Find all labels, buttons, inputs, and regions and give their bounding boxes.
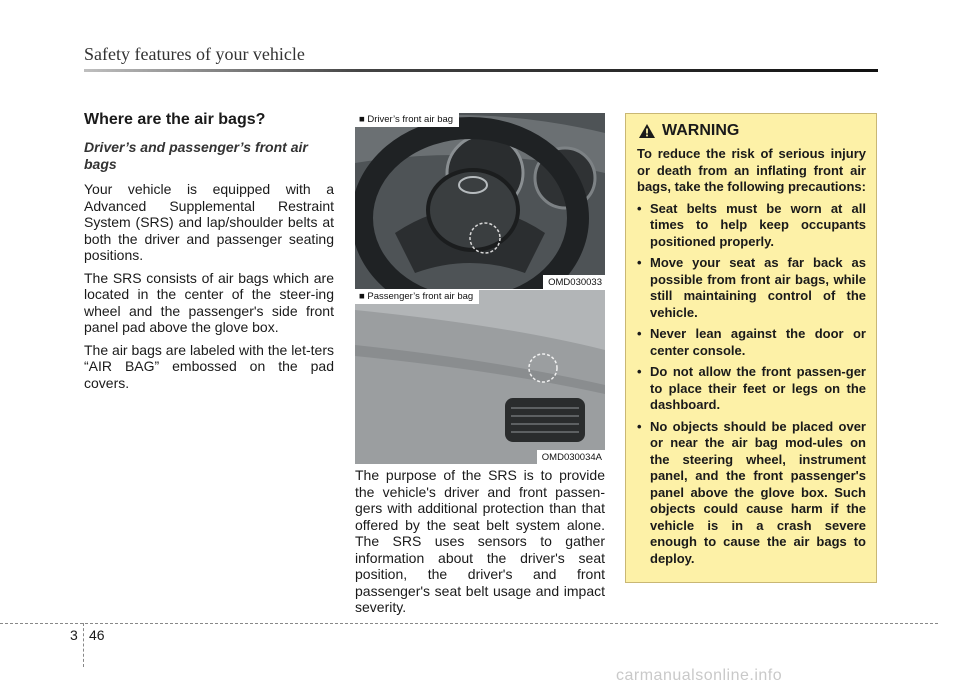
figure-caption: ■ Driver’s front air bag: [355, 113, 459, 127]
figure-caption: ■ Passenger’s front air bag: [355, 290, 479, 304]
page-number: 46: [89, 627, 105, 643]
warning-item: • Seat belts must be worn at all times to help keep occupants positioned properly.: [637, 201, 866, 251]
warning-title: WARNING: [662, 122, 740, 139]
subheading: Driver’s and passenger’s front air bags: [84, 139, 308, 172]
warning-list: [637, 201, 866, 568]
warning-item: • Do not allow the front passen-ger to place their feet or legs on the dashboard.: [637, 364, 866, 414]
warning-item: • Never lean against the door or center console.: [637, 326, 866, 359]
chapter-number: 3: [70, 627, 78, 643]
middle-column: [355, 467, 605, 622]
warning-intro: To reduce the risk of serious injury or death from an inflating front air bags, take the following precautions:: [637, 146, 866, 194]
watermark: carmanualsonline.info: [616, 667, 783, 684]
passenger-airbag-photo: [355, 289, 605, 464]
body-paragraph: The air bags are labeled with the let-ters “AIR BAG” embossed on the pad covers.: [84, 341, 334, 391]
warning-box: [625, 113, 877, 583]
figure-code: OMD030033: [543, 275, 605, 289]
body-paragraph: The purpose of the SRS is to provide the vehicle's driver and front passen-gers with additional protection than that offered by the seat belt system alone. The SRS uses sensors to gather information about the driver's seat position, the driver's and front passenger's seat belt usage and impact severity.: [355, 467, 605, 615]
warning-item: • Move your seat as far back as possible from front air bags, while still maintaining control of the vehicle.: [637, 255, 866, 321]
footer-divider: [0, 623, 938, 624]
header-divider: [84, 69, 878, 72]
section-heading: Where are the air bags?: [84, 111, 266, 128]
steering-wheel-illustration: [355, 113, 605, 289]
body-paragraph: Your vehicle is equipped with a Advanced Supplemental Restraint System (SRS) and lap/shoulder belts at both the driver and passenger seating positions.: [84, 181, 334, 263]
warning-header: [638, 122, 866, 140]
warning-triangle-icon: [638, 123, 656, 139]
warning-item: • No objects should be placed over or near the air bag mod-ules on the steering wheel, instrument panel, and the front passenger's panel above the glove box. Such objects could cause harm if the vehicle is in a crash severe enough to cause the air bags to deploy.: [637, 419, 866, 568]
driver-airbag-photo: [355, 113, 605, 289]
body-paragraph: The SRS consists of air bags which are located in the center of the steer-ing wheel and the passenger's side front panel pad above the glove box.: [84, 269, 334, 335]
left-column: [84, 111, 334, 397]
figure-code: OMD030034A: [537, 450, 605, 464]
dashboard-illustration: [355, 290, 605, 464]
page-header-title: Safety features of your vehicle: [84, 44, 305, 64]
footer-vertical-divider: [83, 623, 84, 667]
